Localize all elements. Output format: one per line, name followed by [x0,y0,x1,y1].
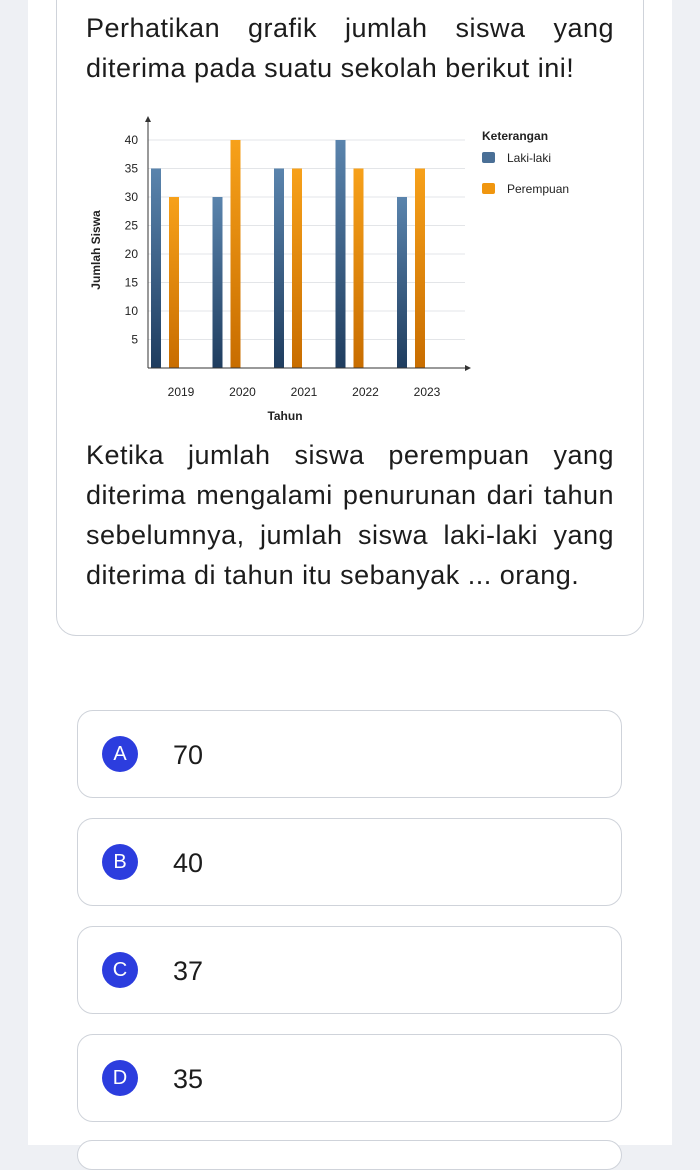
question-intro: Perhatikan grafik jumlah siswa yang diterima pada suatu sekolah berikut ini! [86,13,614,83]
option-b[interactable] [77,818,622,906]
y-tick-label: 15 [124,275,138,290]
y-tick-label: 25 [124,218,138,233]
legend-title: Keterangan [482,129,549,143]
x-tick-label: 2020 [229,385,256,399]
x-tick-label: 2022 [352,385,379,399]
y-tick-label: 35 [124,161,138,176]
option-value: 40 [173,848,204,878]
bar-perempuan-2019 [169,197,179,368]
bar-laki-laki-2020 [213,197,223,368]
option-letter-badge: D [102,1060,138,1096]
legend-swatch [482,183,495,194]
y-tick-label: 30 [124,190,138,204]
option-value: 37 [173,956,204,986]
bar-laki-laki-2019 [151,169,161,369]
option-value: 35 [173,1064,204,1094]
bar-perempuan-2021 [292,169,302,369]
bar-perempuan-2020 [231,140,241,368]
x-axis-title: Tahun [267,409,303,423]
option-d[interactable] [77,1034,622,1122]
x-tick-label: 2021 [290,385,318,399]
legend-label: Laki-laki [507,151,552,165]
legend-label: Perempuan [507,182,570,196]
question-body: Ketika jumlah siswa perempuan yang diterima mengalami penurunan dari tahun sebelumnya, jumlah siswa laki-laki yang diterima di tahun itu sebanyak ... orang. [86,440,614,590]
option-letter-badge: C [102,952,138,988]
x-axis-arrow-icon [465,365,471,371]
x-tick-label: 2023 [413,385,441,399]
option-letter-badge: B [102,844,138,880]
legend-swatch [482,152,495,163]
y-tick-label: 5 [131,332,138,347]
y-tick-label: 40 [124,133,138,147]
bar-chart [80,110,620,430]
option-c[interactable] [77,926,622,1014]
bar-perempuan-2022 [354,169,364,369]
x-tick-label: 2019 [167,385,195,399]
bar-perempuan-2023 [415,169,425,369]
option-letter-badge: A [102,736,138,772]
bar-laki-laki-2022 [336,140,346,368]
option-a[interactable] [77,710,622,798]
bar-laki-laki-2023 [397,197,407,368]
y-tick-label: 20 [124,247,138,261]
bar-laki-laki-2021 [274,169,284,369]
y-axis-arrow-icon [145,116,151,122]
y-axis-title: Jumlah Siswa [89,210,103,290]
y-tick-label: 10 [124,304,138,318]
option-value: 70 [173,740,204,770]
